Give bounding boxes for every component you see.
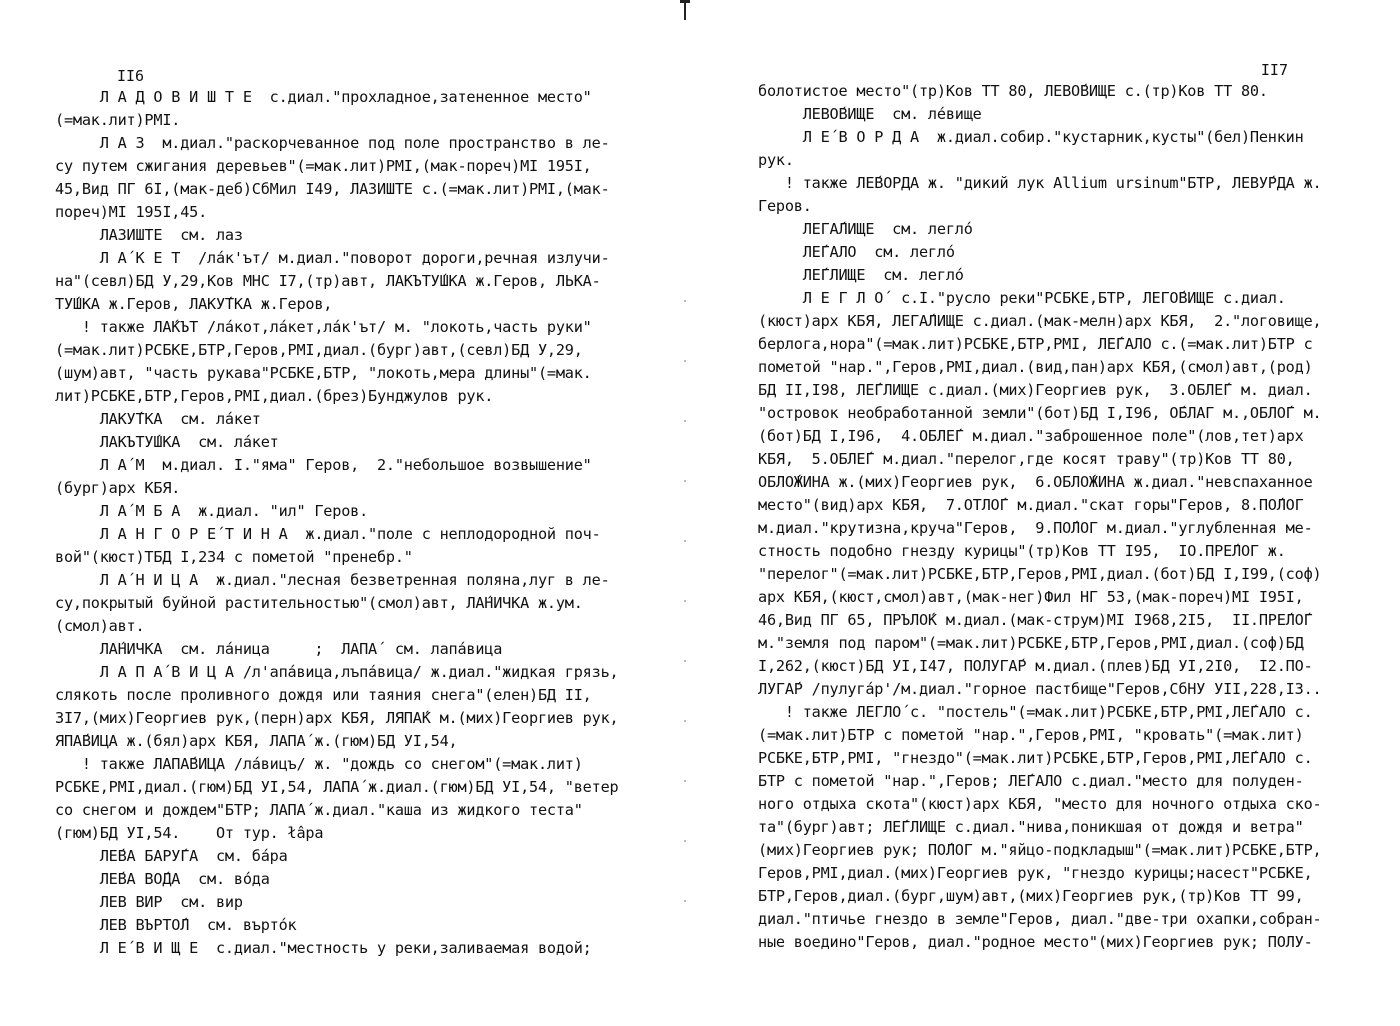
text-line: место"(вид)арх КБЯ, 7.ОТЛО́Г м.диал."скат горы"Геров, 8.ПО́ЛОГ [758,496,1304,514]
text-line: БД II,I98, ЛЕ́ГЛИЩЕ с.диал.(мих)Георгиев рук, 3.ОБЛЕ́Г м. диал. [758,381,1313,399]
text-line: м."земля под паром"(=мак.лит)РСБКЕ,БТР,Геров,РМI,диал.(соф)БД [758,634,1304,652]
text-line: рук. [758,151,794,169]
text-line: (=мак.лит)БТР с пометой "нар.",Геров,РМI, "кровать"(=мак.лит) [758,726,1304,744]
text-line: (гюм)БД УI,54. От тур. łâpa [55,824,324,842]
text-line: ! также ЛЕ́ВОРДА ж. "дикий лук Allium ursinum"БТР, ЛЕВУ́РДА ж. [758,174,1322,192]
text-line: (бот)БД I,I96, 4.ОБЛЕ́Г м.диал."заброшенное поле"(лов,тет)арх [758,427,1304,445]
text-line: (бург)арх КБЯ. [55,479,181,497]
text-line: ЛЕГА́ЛИЩЕ см. легло́ [758,220,973,238]
text-line: ЛАЗИШТЕ см. лаз [55,226,243,244]
text-line: пореч)МI 195I,45. [55,203,208,221]
text-line: Л Е Г Л О́ с.I."русло реки"РСБКЕ,БТР, ЛЕГО́ВИЩЕ с.диал. [758,289,1286,307]
text-line: Л А́ К Е Т /ла́к'ът/ м.диал."поворот дороги,речная излучи- [55,249,610,267]
text-line: ного отдыха скота"(кюст)арх КБЯ, "место для ночного отдыха ско- [758,795,1322,813]
text-line: РСБКЕ,РМI,диал.(гюм)БД УI,54, ЛАПА́ ж.диал.(гюм)БД УI,54, "ветер [55,778,619,796]
text-line: I,262,(кюст)БД УI,I47, ПОЛУГА́Р м.диал.(плев)БД УI,2I0, I2.ПО- [758,657,1313,675]
text-line: ЛЕ́ГАЛО см. легло́ [758,243,955,261]
text-line: Геров,РМI,диал.(мих)Георгиев рук, "гнездо курицы;насест"РСБКЕ, [758,864,1313,882]
text-line: ЛУГА́Р /пулуга́р'/м.диал."горное пастбище"Геров,СбНУ УII,228,I3.. [758,680,1322,698]
text-line: (=мак.лит)РМI. [55,111,181,129]
text-line: Л А З м.диал."раскорчеванное под поле пространство в ле- [55,134,610,152]
right-page-text [758,80,1370,954]
text-line: диал."птичье гнездо в земле"Геров, диал."две-три охапки,собран- [758,910,1322,928]
text-line: Л А́ Н И Ц А ж.диал."лесная безветренная поляна,луг в ле- [55,571,610,589]
text-line: Л А Н Г О Р Е́ Т И Н А ж.диал."поле с неплодородной поч- [55,525,601,543]
text-line: Л А́ М Б А ж.диал. "ил" Геров. [55,502,369,520]
text-line: БТР,Геров,диал.(бург,шум)авт,(мих)Георгиев рук,(тр)Ков ТТ 99, [758,887,1304,905]
text-line: ! также ЛА́КЪТ /ла́кот,ла́кет,ла́к'ът/ м. "локоть,часть руки" [55,318,592,336]
text-line: ные воедино"Геров, диал."родное место"(мих)Георгиев рук; ПОЛУ- [758,933,1313,951]
text-line: 46,Вид ПГ 65, ПРЪЛО́К м.диал.(мак-струм)МI I968,2I5, II.ПРЕ́ЛО́Г [758,611,1313,629]
text-line: ! также ЛАПА́ВИЦА /ла́вицъ/ ж. "дождь со снегом"(=мак.лит) [55,755,583,773]
text-line: (=мак.лит)РСБКЕ,БТР,Геров,РМI,диал.(бург)авт,(севл)БД У,29, [55,341,583,359]
text-line: Л Е́ В О Р Д А ж.диал.собир."кустарник,кусты"(бел)Пенкин [758,128,1304,146]
text-line: су путем сжигания деревьев"(=мак.лит)РМI,(мак-пореч)МI 195I, [55,157,592,175]
text-line: Л Е́ В И Щ Е с.диал."местность у реки,заливаемая водой; [55,939,592,957]
text-line: арх КБЯ,(кюст,смол)авт,(мак-нег)Фил НГ 53,(мак-пореч)МI I95I, [758,588,1304,606]
text-line: со снегом и дождем"БТР; ЛАПА́ ж.диал."каша из жидкого теста" [55,801,583,819]
text-line: ЛАКУ́ТКА см. ла́кет [55,410,261,428]
text-line: пометой "нар.",Геров,РМI,диал.(вид,пан)арх КБЯ,(смол)авт,(род) [758,358,1313,376]
left-page [0,0,690,1026]
text-line: стность подобно гнезду курицы"(тр)Ков ТТ I95, IО.ПРЕ́ЛОГ ж. [758,542,1286,560]
text-line: Л А Д О В И Ш Т Е с.диал."прохладное,затененное место" [55,88,592,106]
text-line: болотистое место"(тр)Ков ТТ 80, ЛЕВО́ВИЩЕ с.(тр)Ков ТТ 80. [758,82,1268,100]
text-line: БТР с пометой "нар.",Геров; ЛЕ́ГАЛО с.диал."место для полуден- [758,772,1304,790]
text-line: ЛА́НИЧКА см. ла́ница ; ЛАПА́ см. лапа́вица [55,640,503,658]
text-line: (смол)авт. [55,617,145,635]
text-line: (кюст)арх КБЯ, ЛЕГА́ЛИЩЕ с.диал.(мак-мелн)арх КБЯ, 2."логовище, [758,312,1322,330]
text-line: ! также ЛЕГЛО́ с. "постель"(=мак.лит)РСБКЕ,БТР,РМI,ЛЕ́ГАЛО с. [758,703,1313,721]
page-number-left: II6 [117,67,145,85]
text-line: та"(бург)авт; ЛЕ́ГЛИЩЕ с.диал."нива,поникшая от дождя и ветра" [758,818,1304,836]
text-line: ЛЕВО́ВИЩЕ см. ле́вище [758,105,982,123]
text-line: (шум)авт, "часть рукава"РСБКЕ,БТР, "локоть,мера длины"(=мак. [55,364,592,382]
right-page [700,0,1400,1026]
text-line: ЛАКЪТУ́ШКА см. ла́кет [55,433,279,451]
left-page-text [55,86,670,960]
text-line: Л А П А́ В И Ц А /л'апа́вица,лъпа́вица/ ж.диал."жидкая грязь, [55,663,619,681]
text-line: ЛЕ́ВА ВО́ДА см. во́да [55,870,270,888]
text-line: м.диал."крутизна,круча"Геров, 9.ПО́ЛОГ м.диал."углубленная ме- [758,519,1313,537]
text-line: слякоть после проливного дождя или таяния снега"(елен)БД II, [55,686,592,704]
text-line: ЛЕ́ГЛИЩЕ см. легло́ [758,266,964,284]
text-line: ЛЕВ ВЪРТО́Л см. въртóк [55,916,297,934]
page-number-right: II7 [1260,61,1288,79]
text-line: берлога,нора"(=мак.лит)РСБКЕ,БТР,РМI, ЛЕ́ГАЛО с.(=мак.лит)БТР с [758,335,1313,353]
text-line: на"(севл)БД У,29,Ков МНС I7,(тр)авт, ЛАКЪТУ́ШКА ж.Геров, ЛЬКА- [55,272,601,290]
text-line: (мих)Георгиев рук; ПО́ЛОГ м."яйцо-подкладыш"(=мак.лит)РСБКЕ,БТР, [758,841,1322,859]
text-line: "перелог"(=мак.лит)РСБКЕ,БТР,Геров,РМI,диал.(бот)БД I,I99,(соф) [758,565,1322,583]
text-line: ЛЕВ ВИР см. вир [55,893,243,911]
text-line: Л А́ М м.диал. I."яма" Геров, 2."небольшое возвышение" [55,456,592,474]
text-line: 45,Вид ПГ 6I,(мак-деб)СбМил I49, ЛАЗИШТЕ с.(=мак.лит)РМI,(мак- [55,180,610,198]
text-line: РСБКЕ,БТР,РМI, "гнездо"(=мак.лит)РСБКЕ,БТР,Геров,РМI,ЛЕ́ГАЛО с. [758,749,1313,767]
text-line: ОБЛО́ЖИНА ж.(мих)Георгиев рук, 6.ОБЛО́ЖИНА ж.диал."невспаханное [758,473,1313,491]
text-line: лит)РСБКЕ,БТР,Геров,РМI,диал.(брез)Бунджулов рук. [55,387,494,405]
text-line: ТУ́ШКА ж.Геров, ЛАКУ́ТКА ж.Геров, [55,295,333,313]
text-line: су,покрытый буйной растительностью"(смол)авт, ЛА́НИЧКА ж.ум. [55,594,583,612]
text-line: 3I7,(мих)Георгиев рук,(перн)арх КБЯ, ЛЯПА́К м.(мих)Георгиев рук, [55,709,619,727]
text-line: ЯПА́ВИЦА ж.(бял)арх КБЯ, ЛАПА́ ж.(гюм)БД УI,54, [55,732,458,750]
text-line: "островок необработанной земли"(бот)БД I,I96, О́БЛАГ м.,ОБЛО́Г м. [758,404,1322,422]
text-line: КБЯ, 5.ОБЛЕ́Г м.диал."перелог,где косят траву"(тр)Ков ТТ 80, [758,450,1295,468]
text-line: вой"(кюст)ТБД I,234 с пометой "пренебр." [55,548,413,566]
text-line: ЛЕ́ВА БАРУ́ГА см. ба́ра [55,847,288,865]
text-line: Геров. [758,197,812,215]
